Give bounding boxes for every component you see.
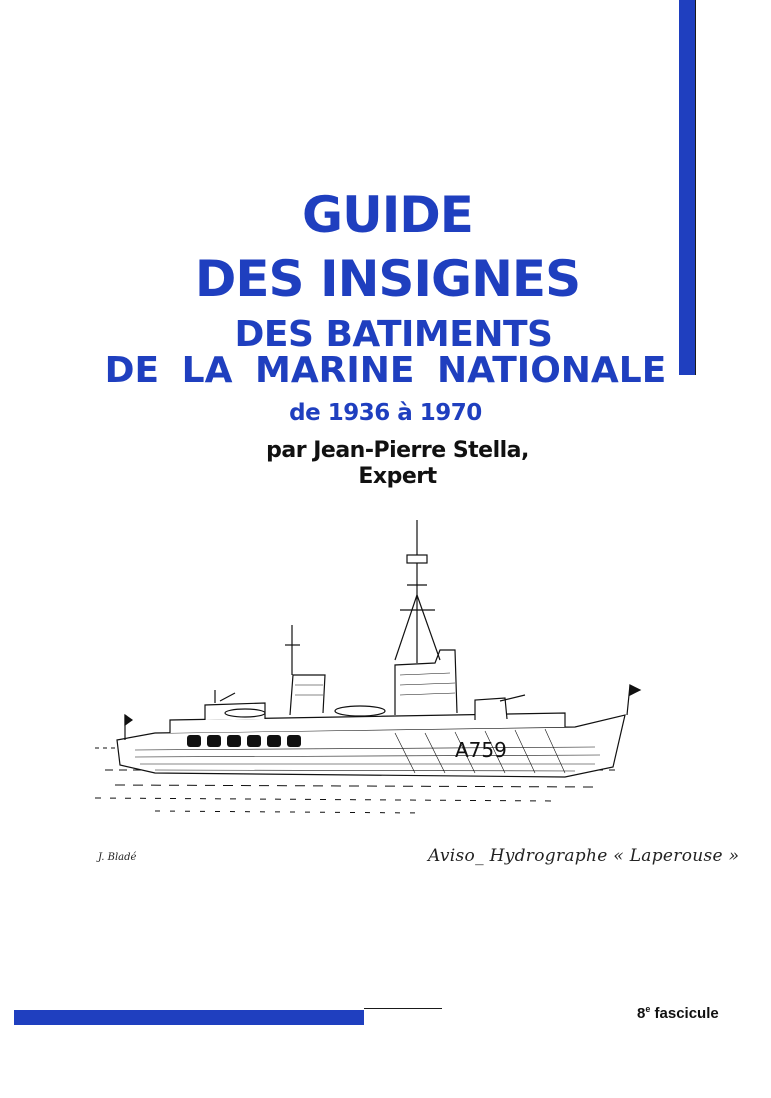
boat [335, 706, 385, 716]
bridge [395, 650, 457, 715]
forward-gun [475, 698, 507, 720]
fascicule-word: fascicule [650, 1005, 719, 1022]
fascicule-number: 8 [637, 1005, 646, 1022]
author-title: Expert [358, 464, 437, 489]
radar [407, 555, 427, 563]
illustration-caption: Aviso_ Hydrographe « Laperouse » [428, 846, 740, 866]
horizontal-rule [364, 1008, 442, 1009]
title-line-3: DES BATIMENTS [234, 314, 553, 355]
horizontal-blue-bar [14, 1010, 364, 1025]
title-line-2: DES INSIGNES [194, 250, 581, 308]
author-line: par Jean-Pierre Stella, [266, 438, 529, 463]
ship-illustration [95, 515, 655, 820]
title-line-4: DE LA MARINE NATIONALE [104, 350, 667, 391]
artist-signature: J. Bladé [98, 852, 137, 863]
title-line-1: GUIDE [302, 186, 473, 244]
fascicule-superscript: e [645, 1004, 651, 1014]
hull-number: A759 [455, 738, 507, 762]
period-subtitle: de 1936 à 1970 [289, 400, 482, 426]
fascicule-label [637, 1004, 719, 1022]
